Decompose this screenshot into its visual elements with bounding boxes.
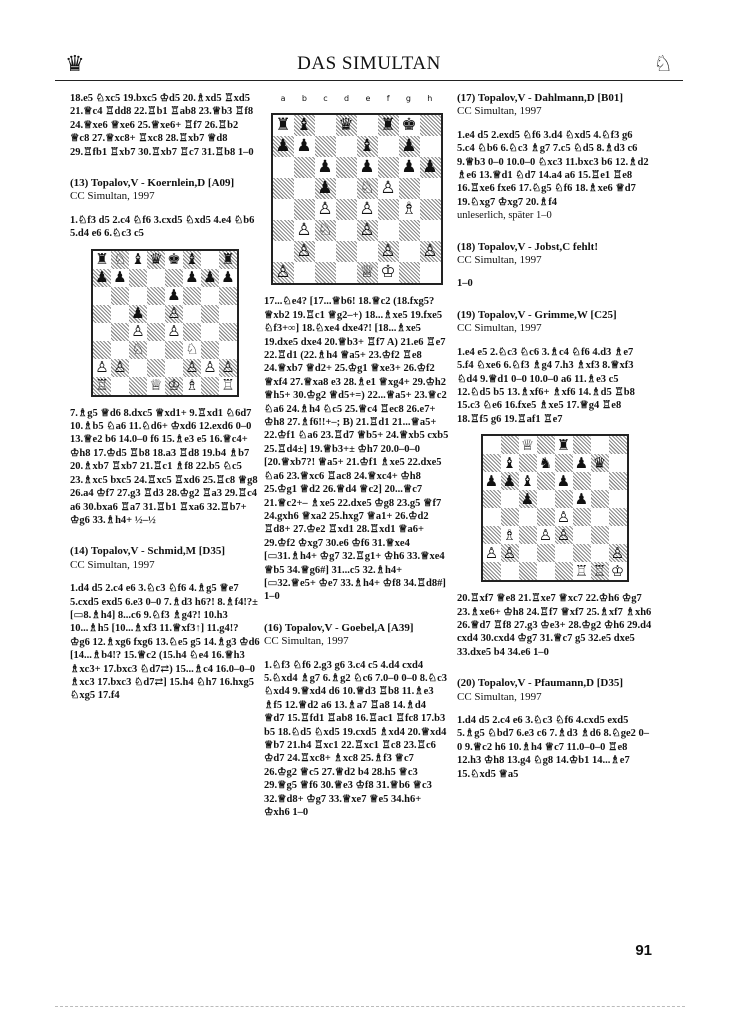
board-square: ♟ bbox=[165, 287, 183, 305]
board-square bbox=[147, 359, 165, 377]
board-square: ♘ bbox=[129, 341, 147, 359]
board-square bbox=[378, 157, 399, 178]
board-square: ♝ bbox=[129, 251, 147, 269]
board-square bbox=[93, 305, 111, 323]
board-square bbox=[129, 377, 147, 395]
board-square: ♟ bbox=[273, 136, 294, 157]
board-square bbox=[315, 115, 336, 136]
board-square bbox=[378, 220, 399, 241]
board-square: ♙ bbox=[315, 199, 336, 220]
board-square: ♟ bbox=[519, 490, 537, 508]
game-18-event: CC Simultan, 1997 bbox=[457, 254, 542, 267]
board-square bbox=[420, 262, 441, 283]
board-square: ♘ bbox=[357, 178, 378, 199]
board-square bbox=[609, 490, 627, 508]
board-square bbox=[201, 287, 219, 305]
board-file-label: f bbox=[386, 94, 390, 103]
board-square: ♟ bbox=[399, 157, 420, 178]
board-square bbox=[609, 526, 627, 544]
footer-rule bbox=[55, 1006, 685, 1007]
board-square bbox=[357, 241, 378, 262]
board-square bbox=[336, 136, 357, 157]
board-square bbox=[483, 526, 501, 544]
game-20-title: (20) Topalov,V - Pfaumann,D [D35] bbox=[457, 677, 624, 690]
board-square bbox=[93, 287, 111, 305]
game-16-event: CC Simultan, 1997 bbox=[264, 635, 349, 648]
board-square bbox=[219, 323, 237, 341]
board-square: ♟ bbox=[357, 157, 378, 178]
board-square: ♟ bbox=[111, 269, 129, 287]
board-square bbox=[147, 323, 165, 341]
board-square bbox=[420, 115, 441, 136]
board-square bbox=[147, 269, 165, 287]
board-square bbox=[501, 436, 519, 454]
board-square bbox=[609, 508, 627, 526]
board-square bbox=[93, 323, 111, 341]
board-square bbox=[501, 490, 519, 508]
board-square bbox=[591, 544, 609, 562]
board-square bbox=[519, 544, 537, 562]
board-square: ♗ bbox=[399, 199, 420, 220]
board-square: ♙ bbox=[378, 178, 399, 199]
board-square bbox=[183, 287, 201, 305]
board-square bbox=[609, 454, 627, 472]
game-18-title: (18) Topalov,V - Jobst,C fehlt! bbox=[457, 240, 598, 253]
board-square: ♙ bbox=[111, 359, 129, 377]
board-square: ♙ bbox=[294, 241, 315, 262]
board-square: ♟ bbox=[573, 454, 591, 472]
board-square bbox=[483, 454, 501, 472]
board-square: ♜ bbox=[273, 115, 294, 136]
game-18-result: 1–0 bbox=[457, 278, 473, 290]
board-file-label: a bbox=[280, 94, 286, 103]
knight-icon: ♘ bbox=[653, 52, 673, 77]
game-19-moves-b: 20.♖xf7 ♕e8 21.♖xe7 ♕xc7 22.♔h6 ♔g7 23.♗xe6+ ♔h8 24.♖f7 ♕xf7 25.♗xf7 ♗xh6 26.♕d7 ♖f8 27.g3 ♔e3+ 28.♔g2 ♔h6 29.d4 cxd4 30.cxd4 ♔g7 31.♕c7 g5 32.e5 dxe5 33.dxe5 b4 34.e6 1–0 bbox=[457, 593, 652, 658]
board-square bbox=[378, 136, 399, 157]
board-square: ♖ bbox=[219, 377, 237, 395]
board-square bbox=[111, 377, 129, 395]
game-19-title: (19) Topalov,V - Grimme,W [C25] bbox=[457, 308, 617, 321]
board-square: ♟ bbox=[420, 157, 441, 178]
board-square: ♞ bbox=[537, 454, 555, 472]
board-square bbox=[111, 305, 129, 323]
board-square: ♟ bbox=[183, 269, 201, 287]
game-13-moves-b: 7.♗g5 ♕d6 8.dxc5 ♕xd1+ 9.♖xd1 ♘6d7 10.♗b5 ♘a6 11.♘d6+ ♔xd6 12.exd6 0–0 13.♕e2 b6 14.0–0 f6 15.♗e3 e5 16.♕c4+ ♔h8 17.♔d5 ♖b8 18.a3 ♖d8 19.b4 ♗b7 20.♗xb7 ♖xb7 21.♖c1 ♗f8 22.b5 ♘c5 23.♗xc5 bxc5 24.♖xc5 ♖xd6 25.♖c8 ♕g8 26.a4 ♔f7 27.g3 ♖d3 28.♔g2 ♖a3 29.♖c4 a6 30.bxa6 ♖a7 31.♖b1 ♖xa6 32.♖b7+ ♔g6 33.♗h4+ ½–½ bbox=[70, 407, 258, 526]
board-square bbox=[537, 436, 555, 454]
board-square bbox=[183, 305, 201, 323]
board-square bbox=[555, 454, 573, 472]
board-square bbox=[336, 241, 357, 262]
board-square: ♘ bbox=[183, 341, 201, 359]
board-square bbox=[147, 305, 165, 323]
board-square: ♜ bbox=[378, 115, 399, 136]
board-square bbox=[111, 287, 129, 305]
board-square bbox=[147, 341, 165, 359]
board-square bbox=[378, 199, 399, 220]
game-17-title: (17) Topalov,V - Dahlmann,D [B01] bbox=[457, 92, 624, 104]
board-square bbox=[129, 269, 147, 287]
game-20-event: CC Simultan, 1997 bbox=[457, 690, 542, 703]
game-13-event: CC Simultan, 1997 bbox=[70, 190, 155, 203]
board-square: ♟ bbox=[315, 178, 336, 199]
board-square bbox=[537, 490, 555, 508]
board-square: ♟ bbox=[399, 136, 420, 157]
game-13-moves-a: 1.♘f3 d5 2.c4 ♘f6 3.cxd5 ♘xd5 4.e4 ♘b6 5.d4 e6 6.♘c3 c5 bbox=[70, 214, 255, 240]
board-square bbox=[573, 436, 591, 454]
board-square: ♜ bbox=[555, 436, 573, 454]
board-square bbox=[573, 526, 591, 544]
board-square bbox=[201, 377, 219, 395]
board-square bbox=[555, 544, 573, 562]
board-file-label: c bbox=[323, 94, 328, 103]
board-square bbox=[294, 157, 315, 178]
board-square bbox=[336, 157, 357, 178]
board-square bbox=[273, 220, 294, 241]
board-square: ♙ bbox=[555, 508, 573, 526]
board-square bbox=[294, 199, 315, 220]
board-square bbox=[219, 305, 237, 323]
board-square: ♕ bbox=[357, 262, 378, 283]
board-square bbox=[336, 199, 357, 220]
board-square bbox=[336, 262, 357, 283]
board-square: ♖ bbox=[573, 562, 591, 580]
board-square: ♝ bbox=[183, 251, 201, 269]
board-square bbox=[201, 323, 219, 341]
board-square bbox=[591, 436, 609, 454]
board-square: ♟ bbox=[573, 490, 591, 508]
board-square bbox=[483, 508, 501, 526]
board-square bbox=[201, 341, 219, 359]
chess-diagram-game-19 bbox=[481, 434, 629, 582]
board-square: ♗ bbox=[183, 377, 201, 395]
board-square: ♙ bbox=[93, 359, 111, 377]
board-file-label: h bbox=[427, 94, 433, 103]
board-square: ♙ bbox=[537, 526, 555, 544]
board-square bbox=[273, 241, 294, 262]
game-13-title: (13) Topalov,V - Koernlein,D [A09] bbox=[70, 177, 235, 190]
board-square bbox=[165, 269, 183, 287]
game-12-continuation: 18.e5 ♘xc5 19.bxc5 ♔d5 20.♗xd5 ♖xd5 21.♕c4 ♖dd8 22.♖b1 ♖ab8 23.♕b3 ♖f8 24.♕xe6 ♕xe6 25.♕xe6+ ♖f7 26.♖b2 ♕c8 27.♕xc8+ ♖xc8 28.♖xb7 ♕d8 29.♖fb1 ♖xb7 30.♖xb7 ♖c7 31.♖b8 1–0 bbox=[70, 93, 254, 158]
board-square: ♟ bbox=[219, 269, 237, 287]
board-square bbox=[591, 508, 609, 526]
board-square bbox=[399, 262, 420, 283]
game-15-moves: 17...♘e4? [17...♕b6! 18.♕c2 (18.fxg5? ♕xb2 19.♖c1 ♕g2–+) 18...♗xe5 19.fxe5 ♘f3+∞] 18.♘xe4 dxe4?! [18...♗xe5 19.dxe5 dxe4 20.♕b3+ ♖f7 A) 21.e6 ♖e7 22.♖d1 (22.♗h4 ♕a5+ 23.♔f2 ♖e8 24.♕xb7 ♕d2+ 25.♔g1 ♕xe3+ 26.♔f2 ♕xf4 27.♕xa8 e3 28.♗e1 ♕xg4+ 29.♔h2 ♕h5+ 30.♔g2 ♕d5+=) 22...♕a5+ 23.♕c2 ♘a6 24.♗h4 ♘c5 25.♕c4 ♖ec8 26.e7+ ♔h8 27.♗f6!!+–; B) 21.♖d1 21...♕a5+ 22.♔f1 ♘a6 23.♖d7 ♕b5+ 24.♕xb5 cxb5 25.♖d4±] 19.♕b3+± ♔h7 20.0–0–0 [20.♕xb7?! ♕a5+ 21.♔f1 ♗xe5 22.dxe5 ♘a6 23.♕xc6 ♖ac8 24.♕xc4+ ♔h8 25.♔g1 ♕d2 26.♕d4 ♕c2] 20...♕c7 21.♕c2+– ♗xe5 22.dxe5 ♔g8 23.g5 ♕f7 24.gxh6 ♕xa2 25.hxg7 ♕a1+ 26.♔d2 ♖d8+ 27.♔e2 ♖xd1 28.♖xd1 ♕a6+ 29.♔f2 ♔xg7 30.e6 ♔f6 31.♕xe4 [▭31.♗h4+ ♔g7 32.♖g1+ ♔h6 33.♕xe4 ♕b5 34.♕g6#] 31...c5 32.♗h4+ [▭32.♕e5+ ♔e7 33.♗h4+ ♔f8 34.♖d8#] 1–0 bbox=[264, 296, 449, 603]
board-square: ♝ bbox=[294, 115, 315, 136]
board-file-label: b bbox=[301, 94, 307, 103]
board-square bbox=[273, 178, 294, 199]
column-middle bbox=[264, 92, 449, 819]
board-square bbox=[315, 262, 336, 283]
board-square: ♕ bbox=[519, 436, 537, 454]
board-square bbox=[399, 178, 420, 199]
board-square bbox=[537, 562, 555, 580]
board-file-label: d bbox=[344, 94, 350, 103]
board-file-label: g bbox=[405, 94, 411, 103]
board-square: ♙ bbox=[378, 241, 399, 262]
board-square bbox=[501, 508, 519, 526]
board-square: ♙ bbox=[273, 262, 294, 283]
game-19-moves-a: 1.e4 e5 2.♘c3 ♘c6 3.♗c4 ♘f6 4.d3 ♗e7 5.f4 ♘xe6 6.♘f3 ♗g4 7.h3 ♗xf3 8.♕xf3 ♘d4 9.♕d1 0–0 10.0–0 a6 11.♗e3 c5 12.♘d5 b5 13.♗xf6+ ♗xf6 14.♗d5 ♖b8 15.c3 ♘e6 16.fxe5 ♗xe5 17.♕g4 ♖e8 18.♖f5 g6 19.♖af1 ♖e7 bbox=[457, 346, 635, 425]
board-square: ♚ bbox=[399, 115, 420, 136]
board-square bbox=[111, 323, 129, 341]
board-square: ♕ bbox=[147, 377, 165, 395]
board-square bbox=[165, 359, 183, 377]
board-square bbox=[399, 241, 420, 262]
board-square bbox=[165, 341, 183, 359]
page-number: 91 bbox=[635, 942, 652, 959]
board-square bbox=[147, 287, 165, 305]
board-square: ♜ bbox=[93, 251, 111, 269]
board-file-labels-top bbox=[273, 92, 441, 105]
board-square bbox=[183, 323, 201, 341]
board-square bbox=[315, 136, 336, 157]
board-square bbox=[573, 508, 591, 526]
board-square: ♗ bbox=[501, 526, 519, 544]
board-square: ♝ bbox=[501, 454, 519, 472]
board-square: ♘ bbox=[111, 251, 129, 269]
board-square: ♛ bbox=[591, 454, 609, 472]
crown-icon: ♛ bbox=[65, 52, 85, 77]
board-square: ♖ bbox=[591, 562, 609, 580]
board-square bbox=[273, 199, 294, 220]
game-14-moves: 1.d4 d5 2.c4 e6 3.♘c3 ♘f6 4.♗g5 ♕e7 5.cxd5 exd5 6.e3 0–0 7.♗d3 h6?! 8.♗f4!?± [▭8.♗h4] 8...c6 9.♘f3 ♗g4?! 10.h3 10...♗h5 [10...♗xf3 11.♕xf3↑] 11.g4!? ♔g6 12.♗xg6 fxg6 13.♘e5 g5 14.♗g3 ♔d6 [14...♗b4!? 15.♕c2 (15.h4 ♘e4 16.♕h3 ♗xc3+ 17.bxc3 ♘d7⇄) 15...♗c4 16.0–0–0 ♗xc3 17.bxc3 ♘d7⇄] 15.h4 ♘h7 16.hxg5 ♘xg5 17.f4 bbox=[70, 583, 260, 702]
board-square bbox=[609, 472, 627, 490]
board-square: ♝ bbox=[519, 472, 537, 490]
board-square: ♙ bbox=[294, 220, 315, 241]
board-square bbox=[537, 544, 555, 562]
column-left bbox=[70, 92, 260, 703]
board-square: ♘ bbox=[315, 220, 336, 241]
page-title: DAS SIMULTAN bbox=[297, 53, 441, 74]
chess-diagram-game-15 bbox=[271, 113, 443, 285]
column-right bbox=[457, 92, 652, 781]
board-square bbox=[129, 359, 147, 377]
board-square bbox=[555, 490, 573, 508]
game-16-title: (16) Topalov,V - Goebel,A [A39] bbox=[264, 621, 414, 634]
board-square bbox=[537, 508, 555, 526]
board-square bbox=[357, 115, 378, 136]
board-square: ♙ bbox=[165, 305, 183, 323]
board-square: ♛ bbox=[336, 115, 357, 136]
board-square: ♙ bbox=[165, 323, 183, 341]
board-square bbox=[591, 526, 609, 544]
board-square bbox=[609, 436, 627, 454]
board-square: ♙ bbox=[483, 544, 501, 562]
game-17-moves: 1.e4 d5 2.exd5 ♘f6 3.d4 ♘xd5 4.♘f3 g6 5.c4 ♘b6 6.♘c3 ♗g7 7.c5 ♘d5 8.♗d3 c6 9.♕b3 0–0 10.0–0 ♘xc3 11.bxc3 b6 12.♗d2 ♗e6 13.♕d1 ♘d7 14.a4 a6 15.♖e1 ♖e8 16.♖xe6 fxe6 17.♘g5 ♘f6 18.♗xe6 ♕d7 19.♘xg7 ♔xg7 20.♗f4 bbox=[457, 129, 649, 208]
board-square: ♙ bbox=[501, 544, 519, 562]
board-square bbox=[420, 178, 441, 199]
game-16-moves: 1.♘f3 ♘f6 2.g3 g6 3.c4 c5 4.d4 cxd4 5.♘xd4 ♗g7 6.♗g2 ♘c6 7.0–0 0–0 8.♘c3 ♘xd4 9.♕xd4 d6 10.♕d3 ♖b8 11.♗e3 ♗f5 12.♕d2 a6 13.♗a7 ♖a8 14.♗d4 ♕d7 15.♖fd1 ♖ab8 16.♖ac1 ♖fc8 17.b3 b5 18.♘d5 ♘xd5 19.cxd5 ♗xd4 20.♕xd4 ♕b7 21.h4 ♖xc1 22.♖xc1 ♖c8 23.♖c6 ♔d7 24.♖xc8+ ♗xc8 25.♗f3 ♕c7 26.♔g2 ♕c5 27.♕d2 b4 28.h5 ♕c3 29.♕g5 ♕f6 30.♕e3 ♔f8 31.♕b6 ♕c3 32.♕d8+ ♔g7 33.♕xe7 ♕e5 34.h6+ ♔xh6 1–0 bbox=[264, 659, 447, 819]
board-square bbox=[273, 157, 294, 178]
board-square: ♖ bbox=[93, 377, 111, 395]
board-square: ♟ bbox=[555, 472, 573, 490]
board-square bbox=[555, 562, 573, 580]
board-square: ♙ bbox=[357, 199, 378, 220]
game-14-event: CC Simultan, 1997 bbox=[70, 558, 155, 571]
board-square: ♙ bbox=[357, 220, 378, 241]
board-square bbox=[483, 436, 501, 454]
board-square: ♟ bbox=[501, 472, 519, 490]
game-17-note: unleserlich, später 1–0 bbox=[457, 210, 552, 222]
board-square: ♛ bbox=[147, 251, 165, 269]
board-square bbox=[483, 490, 501, 508]
board-square: ♙ bbox=[555, 526, 573, 544]
board-square bbox=[519, 562, 537, 580]
board-square: ♟ bbox=[201, 269, 219, 287]
board-square bbox=[201, 305, 219, 323]
game-19-event: CC Simultan, 1997 bbox=[457, 322, 542, 335]
board-square: ♟ bbox=[294, 136, 315, 157]
page-header bbox=[55, 50, 683, 81]
board-square: ♟ bbox=[315, 157, 336, 178]
board-square bbox=[336, 178, 357, 199]
board-square bbox=[420, 220, 441, 241]
board-square bbox=[483, 562, 501, 580]
board-square bbox=[336, 220, 357, 241]
board-square: ♝ bbox=[357, 136, 378, 157]
board-square bbox=[591, 490, 609, 508]
board-square bbox=[420, 199, 441, 220]
board-square bbox=[591, 472, 609, 490]
board-square bbox=[573, 544, 591, 562]
board-square: ♔ bbox=[165, 377, 183, 395]
board-square: ♚ bbox=[165, 251, 183, 269]
board-square bbox=[111, 341, 129, 359]
board-square: ♔ bbox=[609, 562, 627, 580]
board-square: ♙ bbox=[219, 359, 237, 377]
board-square bbox=[519, 454, 537, 472]
board-square bbox=[573, 472, 591, 490]
game-17-event: CC Simultan, 1997 bbox=[457, 105, 542, 118]
board-square bbox=[519, 526, 537, 544]
board-file-label: e bbox=[365, 94, 371, 103]
chess-diagram-game-13 bbox=[91, 249, 239, 397]
board-square bbox=[219, 287, 237, 305]
board-square bbox=[315, 241, 336, 262]
game-20-moves: 1.d4 d5 2.c4 e6 3.♘c3 ♘f6 4.cxd5 exd5 5.♗g5 ♘bd7 6.e3 c6 7.♗d3 ♗d6 8.♘ge2 0–0 9.♕c2 h6 10.♗h4 ♕c7 11.0–0–0 ♖e8 12.h3 ♔h8 13.g4 ♘g8 14.♔b1 14...♗e7 15.♘xd5 ♕a5 bbox=[457, 714, 650, 780]
board-square bbox=[519, 508, 537, 526]
board-square bbox=[501, 562, 519, 580]
board-square: ♙ bbox=[420, 241, 441, 262]
board-square: ♙ bbox=[129, 323, 147, 341]
board-square bbox=[420, 136, 441, 157]
board-square: ♟ bbox=[129, 305, 147, 323]
board-square bbox=[399, 220, 420, 241]
board-square bbox=[537, 472, 555, 490]
board-square: ♔ bbox=[378, 262, 399, 283]
board-square bbox=[219, 341, 237, 359]
board-square: ♙ bbox=[201, 359, 219, 377]
board-square: ♟ bbox=[483, 472, 501, 490]
board-square: ♙ bbox=[609, 544, 627, 562]
board-square bbox=[294, 262, 315, 283]
board-square: ♜ bbox=[219, 251, 237, 269]
board-square bbox=[93, 341, 111, 359]
board-square bbox=[294, 178, 315, 199]
board-square: ♟ bbox=[93, 269, 111, 287]
board-square bbox=[201, 251, 219, 269]
board-square: ♙ bbox=[183, 359, 201, 377]
board-square bbox=[129, 287, 147, 305]
game-14-title: (14) Topalov,V - Schmid,M [D35] bbox=[70, 545, 226, 558]
